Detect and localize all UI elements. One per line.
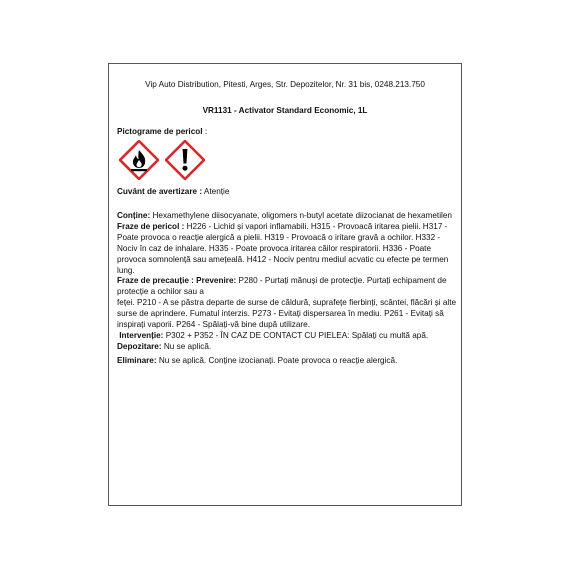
precautie-label: Fraze de precauție : Prevenire:: [117, 276, 237, 286]
exclamation-icon: [165, 140, 205, 180]
precautie-text-1: P280 - Purtați mănuși de protecție. Purtați echipament de protecție a ochilor sau a: [117, 276, 447, 297]
signal-word-label: Cuvânt de avertizare :: [117, 187, 203, 196]
fraze-pericol-label: Fraze de pericol :: [117, 221, 185, 231]
contine-label: Conține:: [117, 211, 151, 220]
fraze-pericol-text: H226 - Lichid și vapori inflamabili. H315 - Provoacă iritarea pielii. H317 - Poate provoca o reacție alergică a pielii. H319 - Provoacă o iritare gravă a ochilor. H332 - Nociv în caz de inhalare. H335 - Poate provoca iritarea căilor respiratorii. H336 - Poate provoca somnolență sau amețeală. H412 - Nociv pentru mediul acvatic cu efecte pe termen lung.: [117, 221, 449, 275]
depozitare-paragraph: [117, 342, 457, 353]
eliminare-paragraph: [117, 356, 457, 367]
signal-word: [117, 187, 229, 196]
hazard-pictograms: [119, 140, 209, 182]
pictograms-label: Pictograme de pericol: [117, 127, 203, 136]
hazard-text-block: [117, 211, 457, 367]
interventie-label: Intervenție:: [119, 330, 164, 340]
precautie-paragraph: [117, 276, 457, 298]
contine-text: Hexamethylene diisocyanate, oligomers n-butyl acetate diizocianat de hexametilen: [150, 211, 452, 220]
eliminare-label: Eliminare:: [117, 355, 157, 365]
pictograms-heading: [117, 127, 207, 136]
depozitare-label: Depozitare:: [117, 341, 162, 351]
product-title: VR1131 - Activator Standard Economic, 1L: [202, 106, 368, 115]
interventie-text: P302 + P352 - ÎN CAZ DE CONTACT CU PIELEA: Spălați cu multă apă.: [163, 330, 429, 340]
depozitare-text: Nu se aplică.: [161, 341, 212, 351]
precautie-paragraph-2: feței. P210 - A se păstra departe de surse de căldură, suprafețe fierbinți, scântei, flăcări și alte surse de aprindere. Fumatul interzis. P273 - Evitați dispersarea în mediu. P261 - Evitați să inspirați vaporii. P264 - Spălați-vă bine după utilizare.: [117, 298, 457, 330]
eliminare-text: Nu se aplică. Conține izocianați. Poate provoca o reacție alergică.: [156, 355, 398, 365]
contine-paragraph: [117, 211, 457, 222]
interventie-paragraph: [117, 331, 457, 342]
flame-icon: [119, 140, 159, 180]
pictograms-suffix: :: [202, 127, 208, 136]
signal-word-value: Atenție: [202, 187, 230, 196]
safety-label: [108, 63, 462, 506]
fraze-pericol-paragraph: [117, 222, 457, 277]
distributor-line: Vip Auto Distribution, Pitesti, Arges, Str. Depozitelor, Nr. 31 bis, 0248.213.750: [145, 80, 425, 89]
